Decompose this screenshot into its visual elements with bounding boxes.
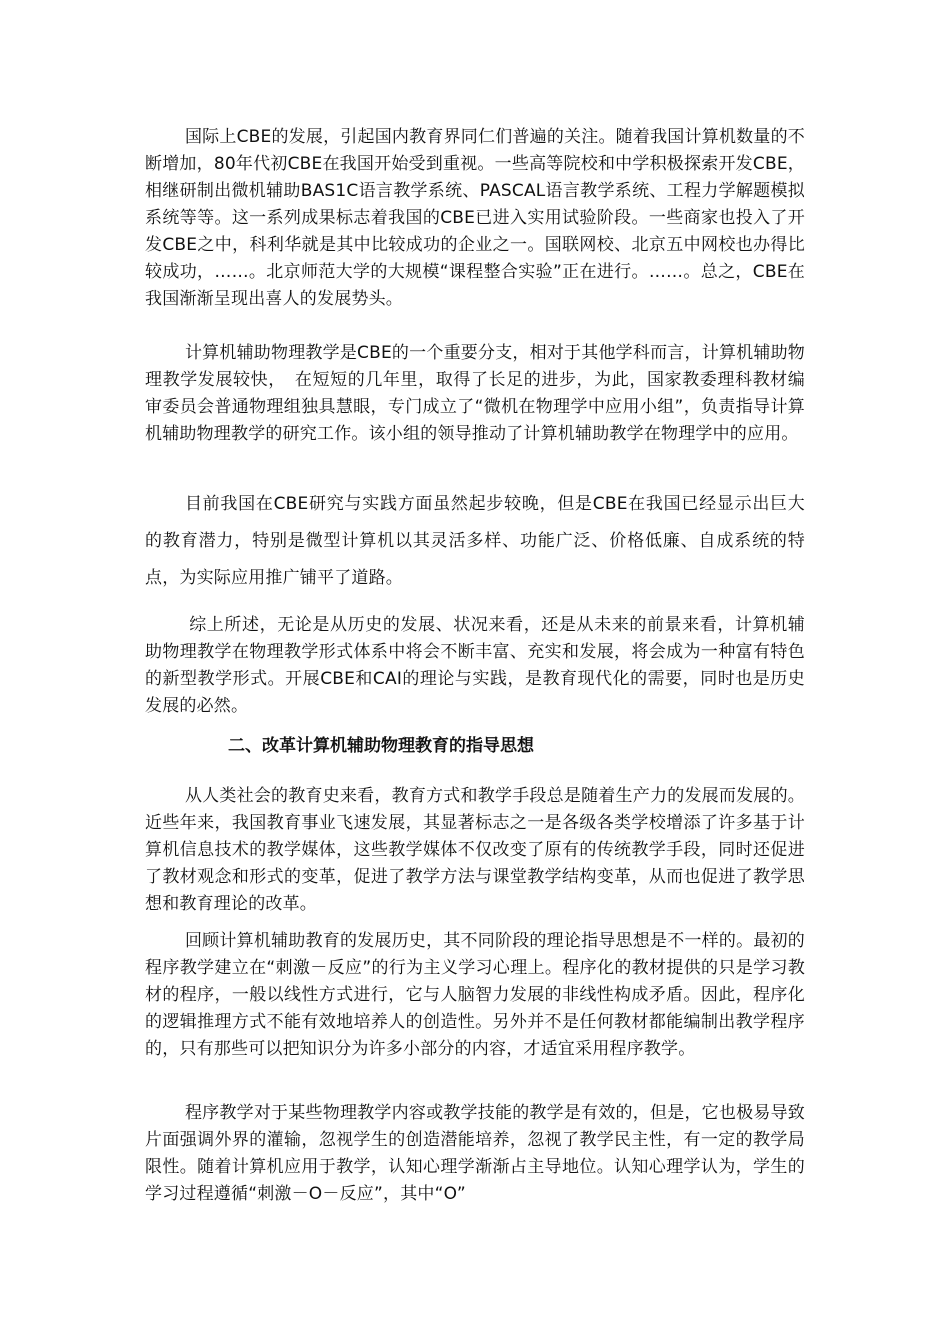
paragraph-cbe-domestic: 国际上CBE的发展，引起国内教育界同仁们普遍的关注。随着我国计算机数量的不断增加，80年代初CBE在我国开始受到重视。一些高等院校和中学积极探索开发CBE，相继研制出微机辅助BAS1C语言教学系统、PASCAL语言教学系统、工程力学解题模拟系统等等。这一系列成果标志着我国的CBE已进入实用试验阶段。一些商家也投入了开发CBE之中，科利华就是其中比较成功的企业之一。国联网校、北京五中网校也办得比较成功，……。北京师范大学的大规模“课程整合实验”正在进行。……。总之，CBE在我国渐渐呈现出喜人的发展势头。 xyxy=(145,127,805,309)
paragraph-cbe-potential: 目前我国在CBE研究与实践方面虽然起步较晚，但是CBE在我国已经显示出巨大的教育潜力，特别是微型计算机以其灵活多样、功能广泛、价格低廉、自成系统的特点，为实际应用推广铺平了道路。 xyxy=(145,494,805,588)
paragraph-physics-cai: 计算机辅助物理教学是CBE的一个重要分支，相对于其他学科而言，计算机辅助物理教学发展较快， 在短短的几年里，取得了长足的进步，为此，国家教委理科教材编审委员会普通物理组独具慧眼，专门成立了“微机在物理学中应用小组”，负责指导计算机辅助物理教学的研究工作。该小组的领导推动了计算机辅助教学在物理学中的应用。 xyxy=(145,343,805,444)
paragraph-cognitive-psychology: 程序教学对于某些物理教学内容或教学技能的教学是有效的，但是，它也极易导致片面强调外界的灌输，忽视学生的创造潜能培养，忽视了教学民主性，有一定的教学局限性。随着计算机应用于教学，认知心理学渐渐占主导地位。认知心理学认为，学生的学习过程遵循“刺激－O－反应”，其中“O” xyxy=(145,1103,805,1204)
section-heading: 二、改革计算机辅助物理教育的指导思想 xyxy=(228,736,534,756)
paragraph-education-history: 从人类社会的教育史来看，教育方式和教学手段总是随着生产力的发展而发展的。近些年来，我国教育事业飞速发展，其显著标志之一是各级各类学校增添了许多基于计算机信息技术的教学媒体，这些教学媒体不仅改变了原有的传统教学手段，同时还促进了教材观念和形式的变革，促进了教学方法与课堂教学结构变革，从而也促进了教学思想和教育理论的改革。 xyxy=(145,786,805,914)
paragraph-summary: 综上所述，无论是从历史的发展、状况来看，还是从未来的前景来看，计算机辅助物理教学在物理教学形式体系中将会不断丰富、充实和发展，将会成为一种富有特色的新型教学形式。开展CBE和CAI的理论与实践，是教育现代化的需要，同时也是历史发展的必然。 xyxy=(145,615,805,716)
paragraph-programmed-instruction: 回顾计算机辅助教育的发展历史，其不同阶段的理论指导思想是不一样的。最初的程序教学建立在“刺激－反应”的行为主义学习心理上。程序化的教材提供的只是学习教材的程序，一般以线性方式进行，它与人脑智力发展的非线性构成矛盾。因此，程序化的逻辑推理方式不能有效地培养人的创造性。另外并不是任何教材都能编制出教学程序的，只有那些可以把知识分为许多小部分的内容，才适宜采用程序教学。 xyxy=(145,931,805,1059)
